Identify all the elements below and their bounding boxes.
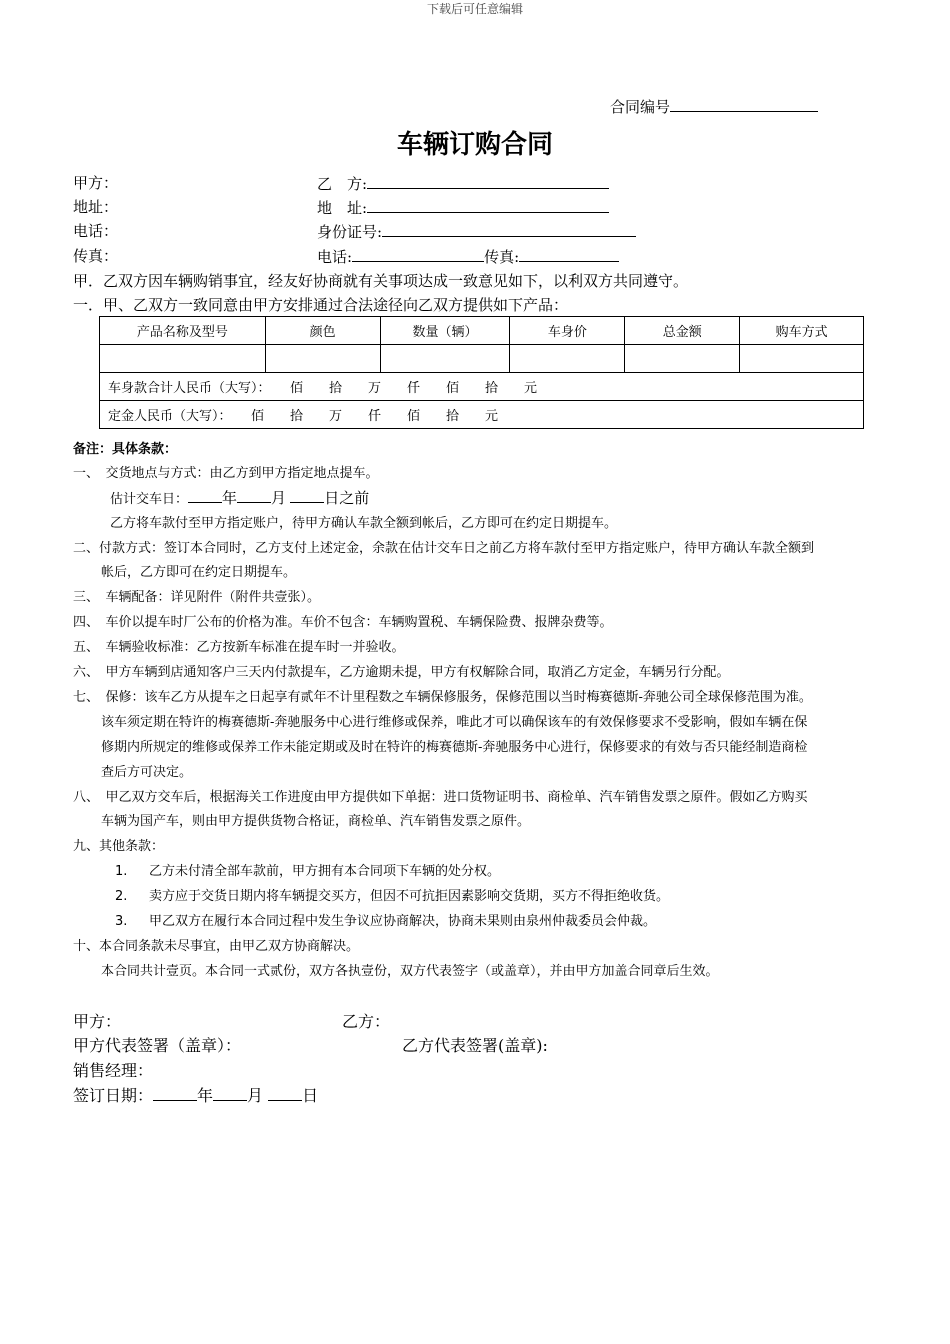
cell-color[interactable] bbox=[265, 345, 380, 373]
term-6: 六、 甲方车辆到店通知客户三天内付款提车，乙方逾期未提，甲方有权解除合同，取消乙方定金，车辆另行分配。 bbox=[73, 665, 730, 680]
term-9-item-number: 2. bbox=[115, 889, 128, 904]
col-color: 颜色 bbox=[265, 317, 380, 345]
table-total-row bbox=[100, 373, 864, 401]
contract-number-label: 合同编号 bbox=[610, 98, 671, 116]
delivery-date-label: 估计交车日： bbox=[110, 492, 189, 507]
term-1: 一、 交货地点与方式：由乙方到甲方指定地点提车。 bbox=[73, 466, 379, 481]
party-b-phone-field[interactable] bbox=[352, 245, 484, 262]
cell-body-price[interactable] bbox=[510, 345, 625, 373]
term-9-item-text: 乙方未付清全部车款前，甲方拥有本合同项下车辆的处分权。 bbox=[149, 864, 501, 879]
party-b-fax-label: 传真: bbox=[484, 248, 520, 266]
party-b-fax-field[interactable] bbox=[519, 245, 619, 262]
signing-day-label: 日 bbox=[302, 1086, 319, 1105]
term-4: 四、 车价以提车时厂公布的价格为准。车价不包含：车辆购置税、车辆保险费、报牌杂费等。 bbox=[73, 615, 613, 630]
product-table bbox=[99, 316, 864, 429]
term-2-line-1: 二、付款方式：签订本合同时，乙方支付上述定金，余款在估计交车日之前乙方将车款付至甲方指定账户，待甲方确认车款全额到 bbox=[73, 541, 815, 556]
clause-one: 一．甲、乙双方一致同意由甲方安排通过合法途径向乙双方提供如下产品： bbox=[73, 296, 569, 314]
page-title: 车辆订购合同 bbox=[396, 130, 553, 160]
contract-number-field[interactable] bbox=[670, 95, 818, 112]
term-7-line-2: 该车须定期在特许的梅赛德斯-奔驰服务中心进行维修或保养，唯此才可以确保该车的有效保修要求不受影响，假如车辆在保 bbox=[101, 715, 808, 730]
delivery-day-field[interactable] bbox=[290, 486, 324, 503]
party-b-address-row bbox=[317, 196, 609, 218]
signing-year-field[interactable] bbox=[153, 1084, 197, 1101]
term-10: 十、本合同条款未尽事宜，由甲乙双方协商解决。 bbox=[73, 939, 360, 954]
delivery-day-label: 日之前 bbox=[324, 489, 370, 507]
delivery-month-label: 月 bbox=[271, 489, 287, 507]
party-b-phone-row bbox=[317, 245, 619, 267]
party-a-phone: 电话： bbox=[73, 222, 119, 240]
signing-month-label: 月 bbox=[247, 1086, 264, 1105]
term-9-item bbox=[115, 910, 656, 929]
term-9: 九、其他条款： bbox=[73, 839, 165, 854]
signature-party-b: 乙方： bbox=[342, 1012, 391, 1031]
term-9-item-text: 卖方应于交货日期内将车辆提交买方，但因不可抗拒因素影响交货期，买方不得拒绝收货。 bbox=[149, 889, 670, 904]
party-b-field[interactable] bbox=[367, 172, 609, 189]
signing-month-field[interactable] bbox=[213, 1084, 247, 1101]
party-b-id-label: 身份证号: bbox=[317, 223, 383, 241]
term-9-item-number: 1. bbox=[115, 864, 128, 879]
term-1-line-3: 乙方将车款付至甲方指定账户，待甲方确认车款全额到帐后，乙方即可在约定日期提车。 bbox=[110, 516, 618, 531]
cell-quantity[interactable] bbox=[380, 345, 510, 373]
party-a-label: 甲方： bbox=[73, 174, 119, 192]
signature-party-b-rep: 乙方代表签署(盖章): bbox=[402, 1036, 548, 1055]
term-10-line-2: 本合同共计壹页。本合同一式贰份，双方各执壹份，双方代表签字（或盖章），并由甲方加盖合同章后生效。 bbox=[101, 964, 719, 979]
party-a-address: 地址： bbox=[73, 198, 119, 216]
term-2-line-2: 帐后，乙方即可在约定日期提车。 bbox=[101, 565, 297, 580]
term-3: 三、 车辆配备：详见附件（附件共壹张）。 bbox=[73, 590, 321, 605]
term-7-line-3: 修期内所规定的维修或保养工作未能定期或及时在特许的梅赛德斯-奔驰服务中心进行，保修要求的有效与否只能经制造商检 bbox=[101, 740, 808, 755]
term-8-line-1: 八、 甲乙双方交车后，根据海关工作进度由甲方提供如下单据：进口货物证明书、商检单、汽车销售发票之原件。假如乙方购买 bbox=[73, 790, 808, 805]
cell-product-name[interactable] bbox=[100, 345, 266, 373]
sales-manager-label: 销售经理： bbox=[73, 1061, 154, 1080]
party-b-address-label: 地 址: bbox=[317, 199, 368, 217]
notes-title: 备注：具体条款： bbox=[73, 442, 178, 457]
deposit-amount-words: 定金人民币（大写）： 佰 拾 万 仟 佰 拾 元 bbox=[100, 401, 864, 429]
party-b-phone-label: 电话: bbox=[317, 248, 353, 266]
term-9-item bbox=[115, 885, 669, 904]
delivery-month-field[interactable] bbox=[237, 486, 271, 503]
col-product-name: 产品名称及型号 bbox=[100, 317, 266, 345]
party-a-fax: 传真： bbox=[73, 247, 119, 265]
delivery-year-label: 年 bbox=[222, 489, 238, 507]
intro-paragraph: 甲．乙双方因车辆购销事宜，经友好协商就有关事项达成一致意见如下，以利双方共同遵守。 bbox=[73, 272, 689, 290]
signing-day-field[interactable] bbox=[268, 1084, 302, 1101]
term-9-item-number: 3. bbox=[115, 914, 128, 929]
term-7-line-1: 七、 保修：该车乙方从提车之日起享有贰年不计里程数之车辆保修服务，保修范围以当时梅赛德斯-奔驰公司全球保修范围为准。 bbox=[73, 690, 812, 705]
cell-purchase-method[interactable] bbox=[740, 345, 864, 373]
party-b-label: 乙 方: bbox=[317, 175, 368, 193]
table-deposit-row bbox=[100, 401, 864, 429]
contract-number bbox=[610, 95, 818, 117]
term-8-line-2: 车辆为国产车，则由甲方提供货物合格证，商检单、汽车销售发票之原件。 bbox=[101, 814, 531, 829]
delivery-year-field[interactable] bbox=[188, 486, 222, 503]
total-amount-words: 车身款合计人民币（大写）： 佰 拾 万 仟 佰 拾 元 bbox=[100, 373, 864, 401]
term-9-item-text: 甲乙双方在履行本合同过程中发生争议应协商解决，协商未果则由泉州仲裁委员会仲裁。 bbox=[149, 914, 657, 929]
delivery-date-row bbox=[110, 486, 369, 508]
signing-date-label: 签订日期： bbox=[73, 1086, 154, 1105]
header-note: 下载后可任意编辑 bbox=[426, 2, 523, 16]
signing-date-row bbox=[73, 1083, 318, 1106]
party-b-id-row bbox=[317, 220, 636, 242]
party-b-address-field[interactable] bbox=[367, 196, 609, 213]
cell-total-amount[interactable] bbox=[625, 345, 740, 373]
party-b-row bbox=[317, 172, 609, 194]
party-b-id-field[interactable] bbox=[382, 220, 636, 237]
col-purchase-method: 购车方式 bbox=[740, 317, 864, 345]
table-header-row bbox=[100, 317, 864, 345]
signature-party-a: 甲方： bbox=[73, 1012, 122, 1031]
term-7-line-4: 查后方可决定。 bbox=[101, 765, 193, 780]
col-quantity: 数量（辆） bbox=[380, 317, 510, 345]
term-5: 五、 车辆验收标准：乙方按新车标准在提车时一并验收。 bbox=[73, 640, 405, 655]
signing-year-label: 年 bbox=[197, 1086, 214, 1105]
col-body-price: 车身价 bbox=[510, 317, 625, 345]
signature-party-a-rep: 甲方代表签署（盖章）： bbox=[73, 1036, 242, 1055]
col-total-amount: 总金额 bbox=[625, 317, 740, 345]
term-9-item bbox=[115, 860, 500, 879]
table-row bbox=[100, 345, 864, 373]
